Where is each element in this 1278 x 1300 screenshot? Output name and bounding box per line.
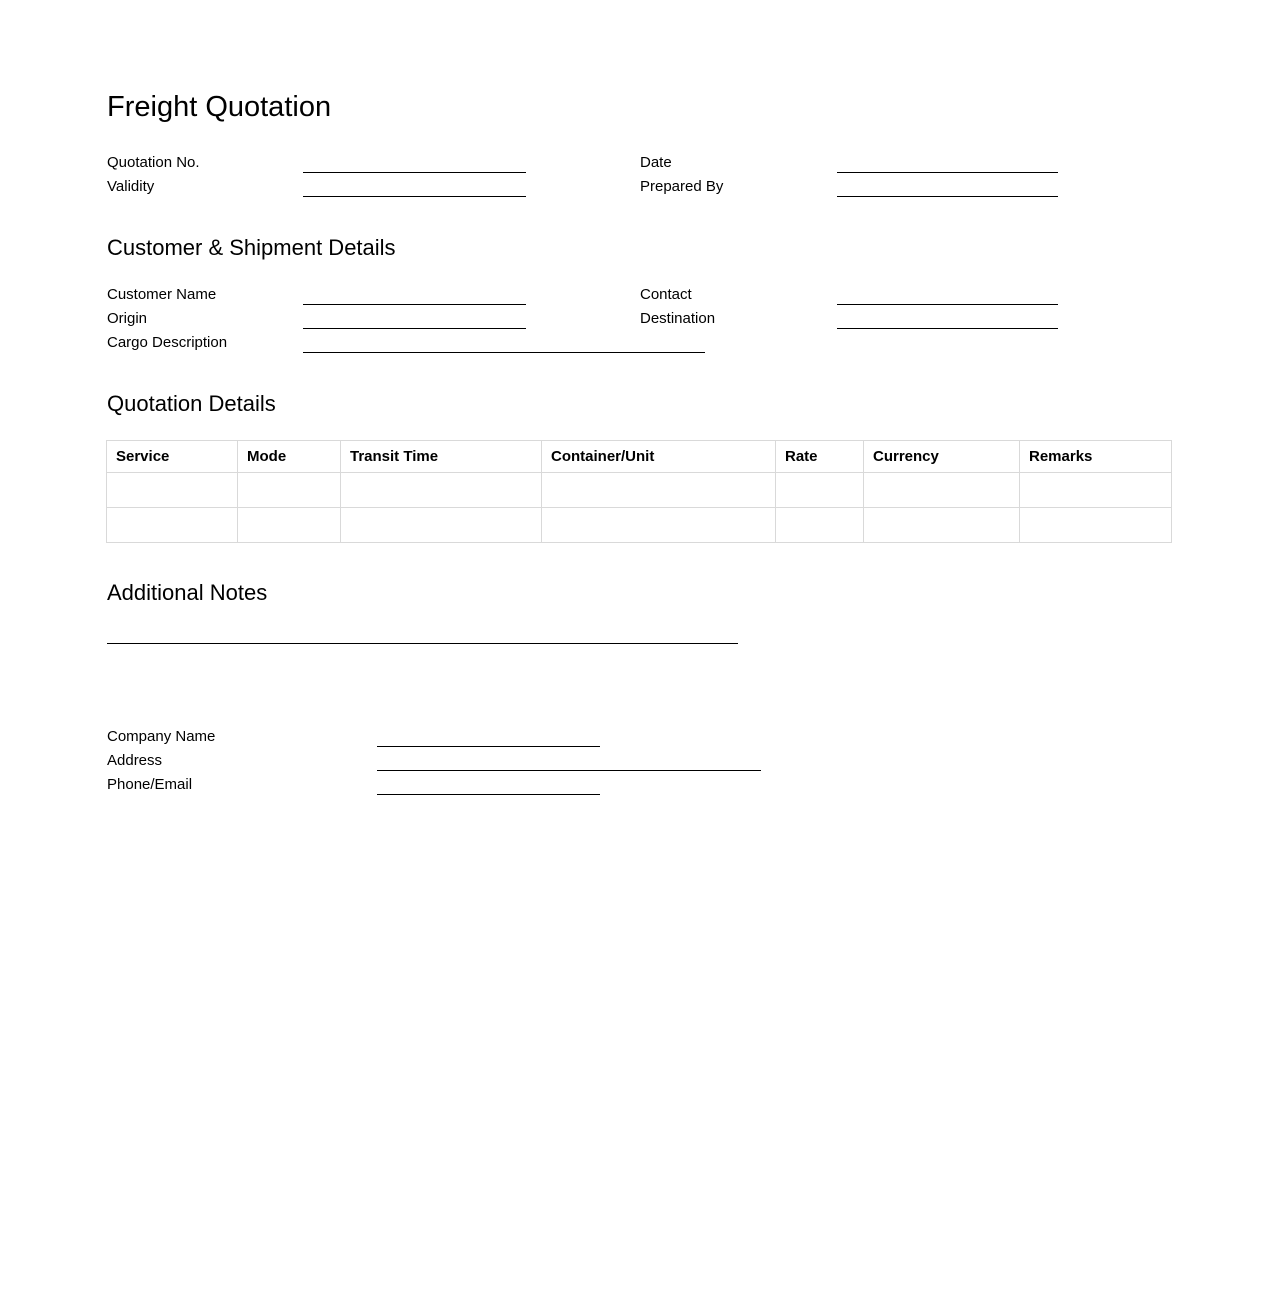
table-cell[interactable] [1020,473,1172,508]
page-title: Freight Quotation [107,91,332,123]
prepared-by-label: Prepared By [640,178,724,195]
field-row-phone-email [107,771,761,795]
origin-label: Origin [107,310,148,327]
company-name-label: Company Name [107,728,216,745]
field-row-company-name [107,723,761,747]
table-cell[interactable] [107,508,238,543]
company-name-field[interactable] [377,727,600,747]
contact-field[interactable] [837,285,1058,305]
col-header-service: Service [107,441,238,473]
quotation-no-label: Quotation No. [107,154,200,171]
table-cell[interactable] [238,508,341,543]
col-header-currency: Currency [864,441,1020,473]
prepared-by-field[interactable] [837,177,1058,197]
additional-notes-heading: Additional Notes [107,580,268,605]
field-row-quotation-no [107,149,1058,173]
table-cell[interactable] [542,473,776,508]
header-fields-block [107,149,1058,197]
table-cell[interactable] [542,508,776,543]
col-header-container-unit: Container/Unit [542,441,776,473]
address-field[interactable] [377,751,761,771]
validity-field[interactable] [303,177,526,197]
destination-label: Destination [640,310,716,327]
phone-email-label: Phone/Email [107,776,193,793]
address-label: Address [107,752,163,769]
date-field[interactable] [837,153,1058,173]
additional-notes-field[interactable] [107,620,738,644]
quotation-table [106,440,1172,543]
table-header-row [107,441,1172,473]
origin-field[interactable] [303,309,526,329]
table-cell[interactable] [238,473,341,508]
table-cell[interactable] [341,508,542,543]
table-row [107,508,1172,543]
date-label: Date [640,154,672,171]
col-header-remarks: Remarks [1020,441,1172,473]
cargo-description-field[interactable] [303,333,705,353]
quotation-no-field[interactable] [303,153,526,173]
table-cell[interactable] [864,508,1020,543]
customer-name-label: Customer Name [107,286,217,303]
col-header-rate: Rate [776,441,864,473]
quotation-details-heading: Quotation Details [107,391,276,416]
phone-email-field[interactable] [377,775,600,795]
contact-label: Contact [640,286,692,303]
table-cell[interactable] [864,473,1020,508]
table-cell[interactable] [1020,508,1172,543]
col-header-mode: Mode [238,441,341,473]
cargo-description-label: Cargo Description [107,334,228,351]
table-cell[interactable] [341,473,542,508]
field-row-customer-name [107,281,1058,305]
table-row [107,473,1172,508]
validity-label: Validity [107,178,155,195]
field-row-validity [107,173,1058,197]
table-cell[interactable] [776,473,864,508]
destination-field[interactable] [837,309,1058,329]
customer-name-field[interactable] [303,285,526,305]
col-header-transit-time: Transit Time [341,441,542,473]
customer-shipment-heading: Customer & Shipment Details [107,235,396,260]
table-cell[interactable] [107,473,238,508]
field-row-address [107,747,761,771]
field-row-origin [107,305,1058,329]
footer-fields-block [107,723,761,795]
field-row-cargo-description [107,329,1058,353]
table-cell[interactable] [776,508,864,543]
customer-fields-block [107,281,1058,353]
